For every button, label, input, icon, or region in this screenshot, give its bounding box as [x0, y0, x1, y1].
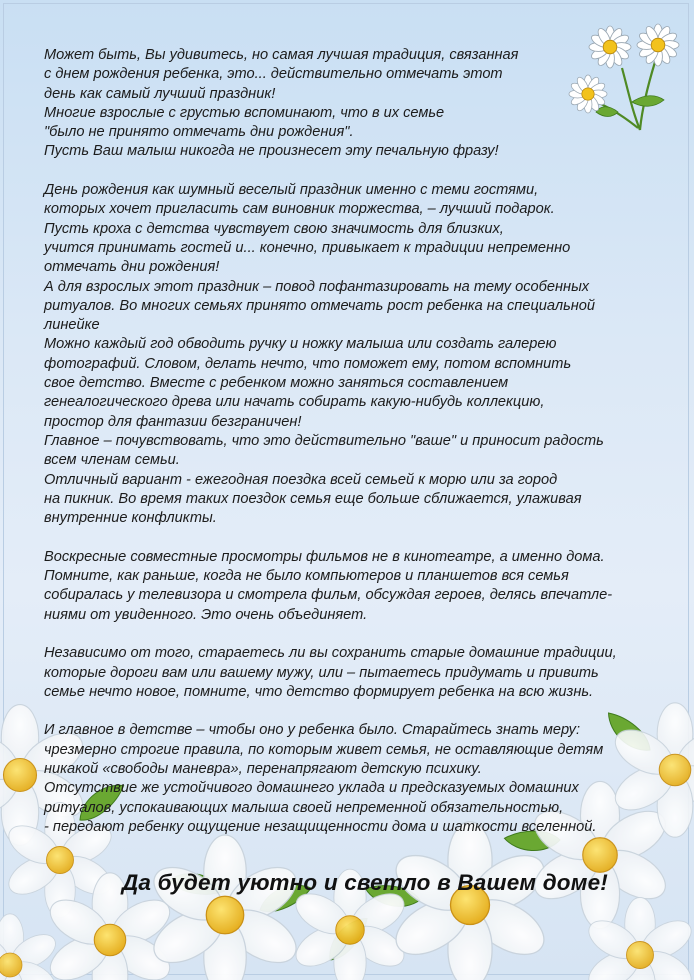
text-line: Пусть кроха с детства чувствует свою значимость для близких,: [44, 220, 504, 237]
text-line: семье нечто новое, помните, что детство формирует ребенка на всю жизнь.: [44, 683, 594, 700]
text-line: ритуалов, успокаивающих малыша своей непременной обязательностью,: [44, 799, 564, 816]
paragraph: [44, 181, 674, 528]
text-line: которые дороги вам или вашему мужу, или – пытаетесь придумать и привить: [44, 664, 599, 681]
text-line: чрезмерно строгие правила, по которым живет семья, не оставляющие детям: [44, 741, 604, 758]
text-line: Главное – почувствовать, что это действительно "ваше" и приносит радость: [44, 432, 604, 449]
text-line: ритуалов. Во многих семьях принято отмечать рост ребенка на специальной: [44, 297, 596, 314]
text-line: Может быть, Вы удивитесь, но самая лучшая традиция, связанная: [44, 47, 519, 63]
text-line: на пикник. Во время таких поездок семья еще больше сближается, улаживая: [44, 490, 582, 507]
text-line: Помните, как раньше, когда не было компьютеров и планшетов вся семья: [44, 568, 569, 585]
text-line: фотографий. Словом, делать нечто, что поможет ему, потом вспомнить: [44, 355, 572, 372]
text-line: Можно каждый год обводить ручку и ножку малыша или создать галерею: [44, 336, 557, 353]
text-line: Независимо от того, стараетесь ли вы сохранить старые домашние традиции,: [44, 645, 617, 662]
text-line: внутренние конфликты.: [44, 510, 217, 527]
text-line: "было не принято отмечать дни рождения".: [44, 124, 354, 141]
text-line: учится принимать гостей и... конечно, привыкает к традиции непременно: [44, 239, 571, 256]
text-line: Многие взрослые с грустью вспоминают, что в их семье: [44, 104, 445, 121]
text-line: - передают ребенку ощущение незащищенности дома и шаткости вселенной.: [44, 818, 597, 835]
text-line: собиралась у телевизора и смотрела фильм, обсуждая героев, делясь впечатле-: [44, 587, 613, 604]
paragraph: [44, 721, 674, 837]
text-line: свое детство. Вместе с ребенком можно заняться составлением: [44, 375, 509, 392]
text-line: никакой «свободы маневра», перенапрягают детскую психику.: [44, 760, 482, 777]
article-body: [44, 46, 674, 856]
paragraph: [44, 644, 674, 702]
closing-slogan: Да будет уютно и светло в Вашем доме!: [121, 870, 609, 895]
paragraph: [44, 46, 674, 162]
text-line: А для взрослых этот праздник – повод пофантазировать на тему особенных: [44, 278, 590, 295]
text-line: генеалогического древа или начать собирать какую-нибудь коллекцию,: [44, 394, 545, 411]
text-line: Отличный вариант - ежегодная поездка всей семьей к морю или за город: [44, 471, 558, 488]
text-line: Воскресные совместные просмотры фильмов не в кинотеатре, а именно дома.: [44, 548, 605, 565]
text-line: ниями от увиденного. Это очень объединяет.: [44, 606, 368, 623]
text-line: День рождения как шумный веселый праздник именно с теми гостями,: [44, 182, 539, 199]
text-line: отмечать дни рождения!: [44, 259, 220, 276]
paragraph: [44, 548, 674, 625]
text-line: день как самый лучший праздник!: [44, 85, 276, 102]
text-line: И главное в детстве – чтобы оно у ребенка было. Старайтесь знать меру:: [44, 722, 581, 739]
text-line: линейке: [44, 317, 100, 334]
text-line: простор для фантазии безграничен!: [44, 413, 302, 430]
text-line: с днем рождения ребенка, это... действительно отмечать этот: [44, 66, 503, 83]
text-line: всем членам семьи.: [44, 452, 180, 469]
text-line: Отсутствие же устойчивого домашнего уклада и предсказуемых домашних: [44, 780, 579, 797]
text-line: Пусть Ваш малыш никогда не произнесет эту печальную фразу!: [44, 143, 499, 160]
text-line: которых хочет пригласить сам виновник торжества, – лучший подарок.: [44, 201, 555, 218]
